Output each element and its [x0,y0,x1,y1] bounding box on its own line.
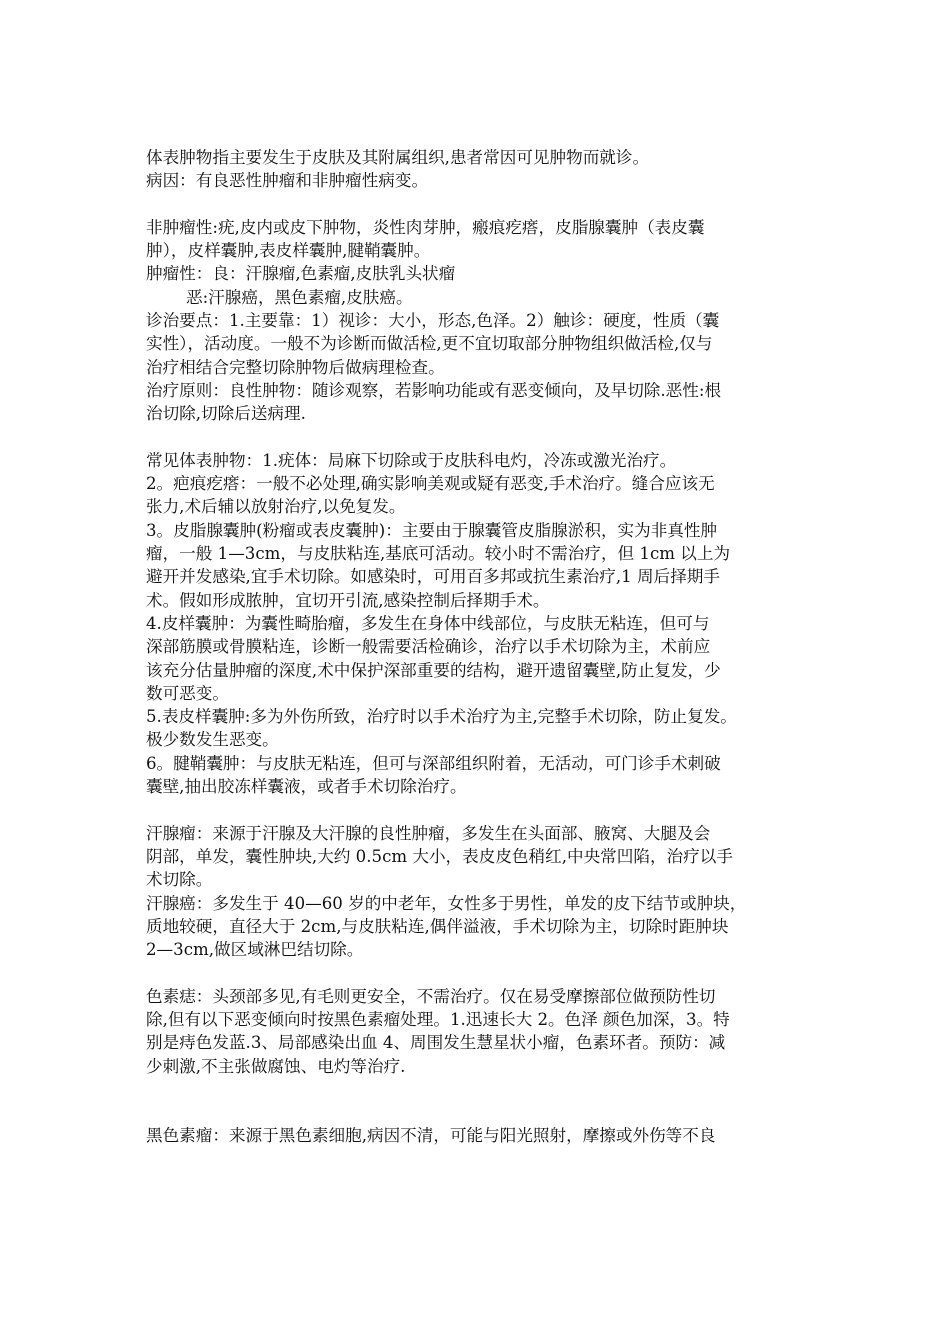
blank-line [146,1101,822,1124]
text-line: 肿瘤性：良：汗腺瘤,色素瘤,皮肤乳头状瘤 [146,264,456,284]
text-line: 实性），活动度。一般不为诊断而做活检,更不宜切取部分肿物组织做活检,仅与 [146,334,713,354]
text-line: 黑色素瘤：来源于黑色素细胞,病因不清，可能与阳光照射，摩擦或外伤等不良 [146,1126,716,1146]
text-line: 3。皮脂腺囊肿(粉瘤或表皮囊肿)：主要由于腺囊管皮脂腺淤积，实为非真性肿 [146,520,718,540]
text-line: 质地较硬，直径大于 2cm,与皮肤粘连,偶伴溢液，手术切除为主，切除时距肿块 [146,916,729,936]
blank-line [146,426,822,449]
blank-line [146,193,822,216]
text-line: 瘤，一般 1—3cm，与皮肤粘连,基底可活动。较小时不需治疗，但 1cm 以上为 [146,544,731,564]
text-line: 病因：有良恶性肿瘤和非肿瘤性病变。 [146,171,429,191]
text-line: 4.皮样囊肿：为囊性畸胎瘤，多发生在身体中线部位，与皮肤无粘连，但可与 [146,613,710,633]
text-line: 深部筋膜或骨膜粘连，诊断一般需要活检确诊，治疗以手术切除为主，术前应 [146,637,711,657]
text-line: 阴部，单发，囊性肿块,大约 0.5cm 大小，表皮皮色稍红,中央常凹陷，治疗以手 [146,846,733,866]
text-line: 术切除。 [146,870,213,890]
text-line: 治疗原则：良性肿物：随诊观察，若影响功能或有恶变倾向，及早切除.恶性:根 [146,380,722,400]
text-line: 非肿瘤性:疣,皮内或皮下肿物，炎性肉芽肿，瘢痕疙瘩，皮脂腺囊肿（表皮囊 [146,217,705,237]
text-line: 诊治要点：1.主要靠：1）视诊：大小，形态,色泽。2）触诊：硬度，性质（囊 [146,311,720,331]
text-line: 6。腱鞘囊肿：与皮肤无粘连，但可与深部组织附着，无活动，可门诊手术刺破 [146,753,721,773]
text-line: 肿），皮样囊肿,表皮样囊肿,腱鞘囊肿。 [146,241,431,261]
text-line: 汗腺瘤：来源于汗腺及大汗腺的良性肿瘤，多发生在头面部、腋窝、大腿及会 [146,823,711,843]
text-line: 体表肿物指主要发生于皮肤及其附属组织,患者常因可见肿物而就诊。 [146,148,650,167]
text-line: 术。假如形成脓肿，宜切开引流,感染控制后择期手术。 [146,590,550,610]
text-line: 色素痣：头颈部多见,有毛则更安全，不需治疗。仅在易受摩擦部位做预防性切 [146,986,716,1006]
text-line: 治疗相结合完整切除肿物后做病理检查。 [146,357,445,377]
text-line: 5.表皮样囊肿:多为外伤所致，治疗时以手术治疗为主,完整手术切除，防止复发。 [146,707,737,727]
blank-line [146,798,822,821]
text-line: 汗腺癌：多发生于 40—60 岁的中老年，女性多于男性，单发的皮下结节或肿块， [146,893,747,913]
text-line: 别是痔色发蓝.3、局部感染出血 4、周围发生慧星状小瘤，色素环者。预防：减 [146,1033,726,1053]
document-body [146,146,822,1148]
blank-line [146,961,822,984]
text-line: 该充分估量肿瘤的深度,术中保护深部重要的结构，避开遗留囊壁,防止复发，少 [146,660,721,680]
text-line: 少刺激,不主张做腐蚀、电灼等治疗. [146,1056,406,1076]
text-line: 2—3cm,做区域淋巴结切除。 [146,940,364,960]
text-line: 张力,术后辅以放射治疗,以免复发。 [146,497,406,517]
text-line: 常见体表肿物：1.疣体：局麻下切除或于皮肤科电灼，冷冻或激光治疗。 [146,450,677,470]
blank-line [146,1078,822,1101]
text-line: 除,但有以下恶变倾向时按黑色素瘤处理。1.迅速长大 2。色泽 颜色加深，3。特 [146,1009,730,1029]
text-line: 2。疤痕疙瘩：一般不必处理,确实影响美观或疑有恶变,手术治疗。缝合应该无 [146,474,715,494]
text-line: 极少数发生恶变。 [146,730,279,750]
text-line: 囊壁,抽出胶冻样囊液，或者手术切除治疗。 [146,777,467,797]
text-line: 治切除,切除后送病理. [146,404,306,424]
text-line: 数可恶变。 [146,683,229,703]
text-line: 恶:汗腺癌，黑色素瘤,皮肤癌。 [186,287,413,307]
text-line: 避开并发感染,宜手术切除。如感染时，可用百多邦或抗生素治疗,1 周后择期手 [146,567,720,587]
